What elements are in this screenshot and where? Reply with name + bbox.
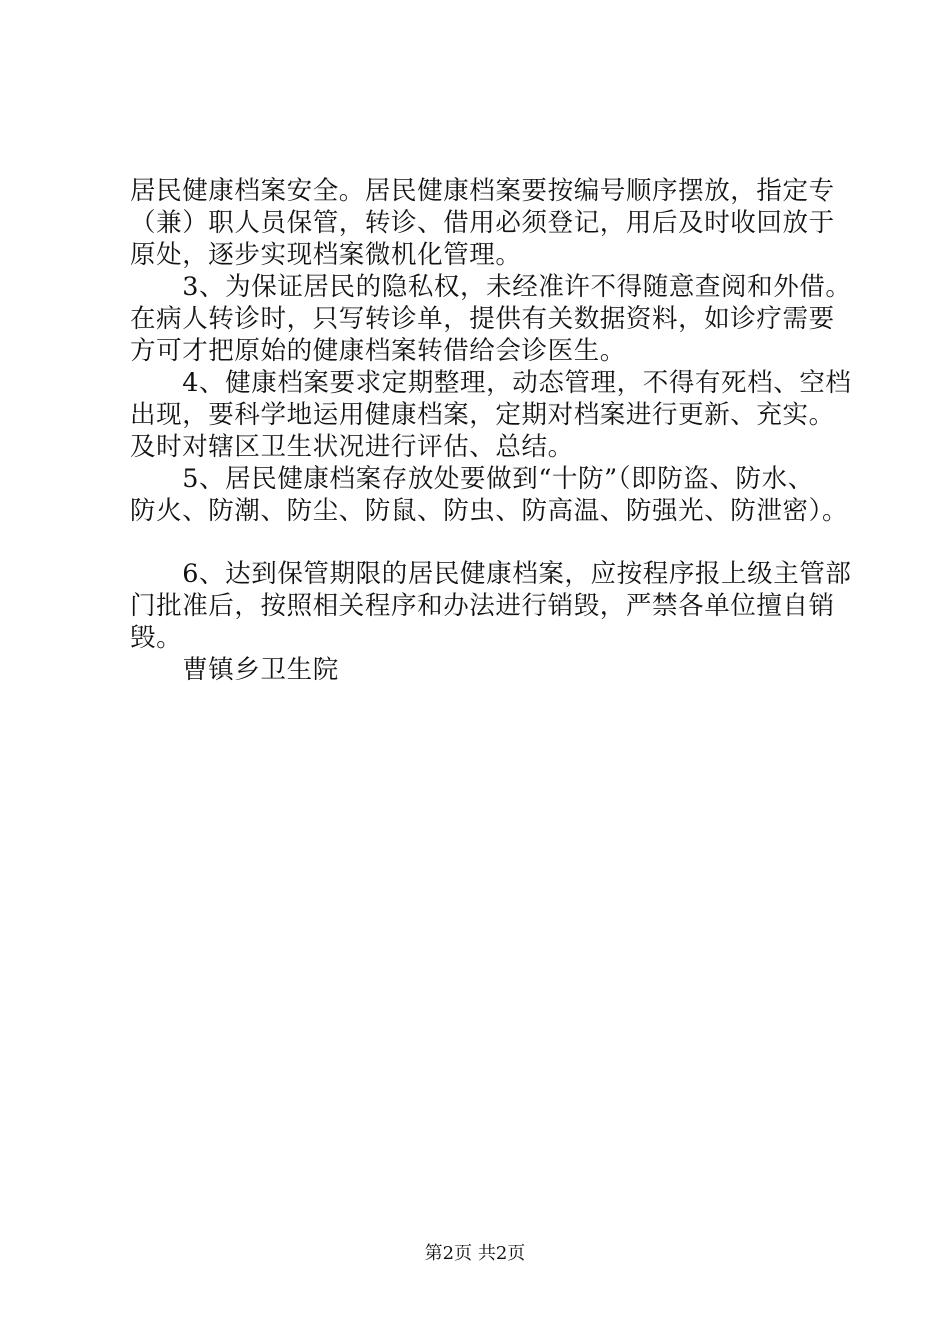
paragraph-line: 3、为保证居民的隐私权，未经准许不得随意查阅和外借。 <box>130 272 852 302</box>
paragraph-line: 原处，逐步实现档案微机化管理。 <box>130 240 522 270</box>
paragraph-line: 及时对辖区卫生状况进行评估、总结。 <box>130 432 574 462</box>
paragraph-line: 居民健康档案安全。居民健康档案要按编号顺序摆放，指定专 <box>130 176 835 206</box>
page-number: 第2页 共2页 <box>424 1243 526 1264</box>
paragraph-line: 4、健康档案要求定期整理，动态管理，不得有死档、空档 <box>130 368 852 398</box>
paragraph-line: 方可才把原始的健康档案转借给会诊医生。 <box>130 336 626 366</box>
paragraph-line: 在病人转诊时，只写转诊单，提供有关数据资料，如诊疗需要 <box>130 304 835 334</box>
paragraph-line: （兼）职人员保管，转诊、借用必须登记，用后及时收回放于 <box>130 208 835 238</box>
paragraph-line: 门批准后，按照相关程序和办法进行销毁，严禁各单位擅自销 <box>130 591 835 621</box>
paragraph-line: 6、达到保管期限的居民健康档案，应按程序报上级主管部 <box>130 559 852 589</box>
paragraph-line: 防火、防潮、防尘、防鼠、防虫、防高温、防强光、防泄密）。 <box>130 496 849 526</box>
paragraph-line: 5、居民健康档案存放处要做到“十防”（即防盗、防水、 <box>130 464 814 494</box>
signature-line: 曹镇乡卫生院 <box>130 655 339 685</box>
paragraph-line: 出现，要科学地运用健康档案，定期对档案进行更新、充实。 <box>130 400 835 430</box>
paragraph-line: 毁。 <box>130 623 183 653</box>
